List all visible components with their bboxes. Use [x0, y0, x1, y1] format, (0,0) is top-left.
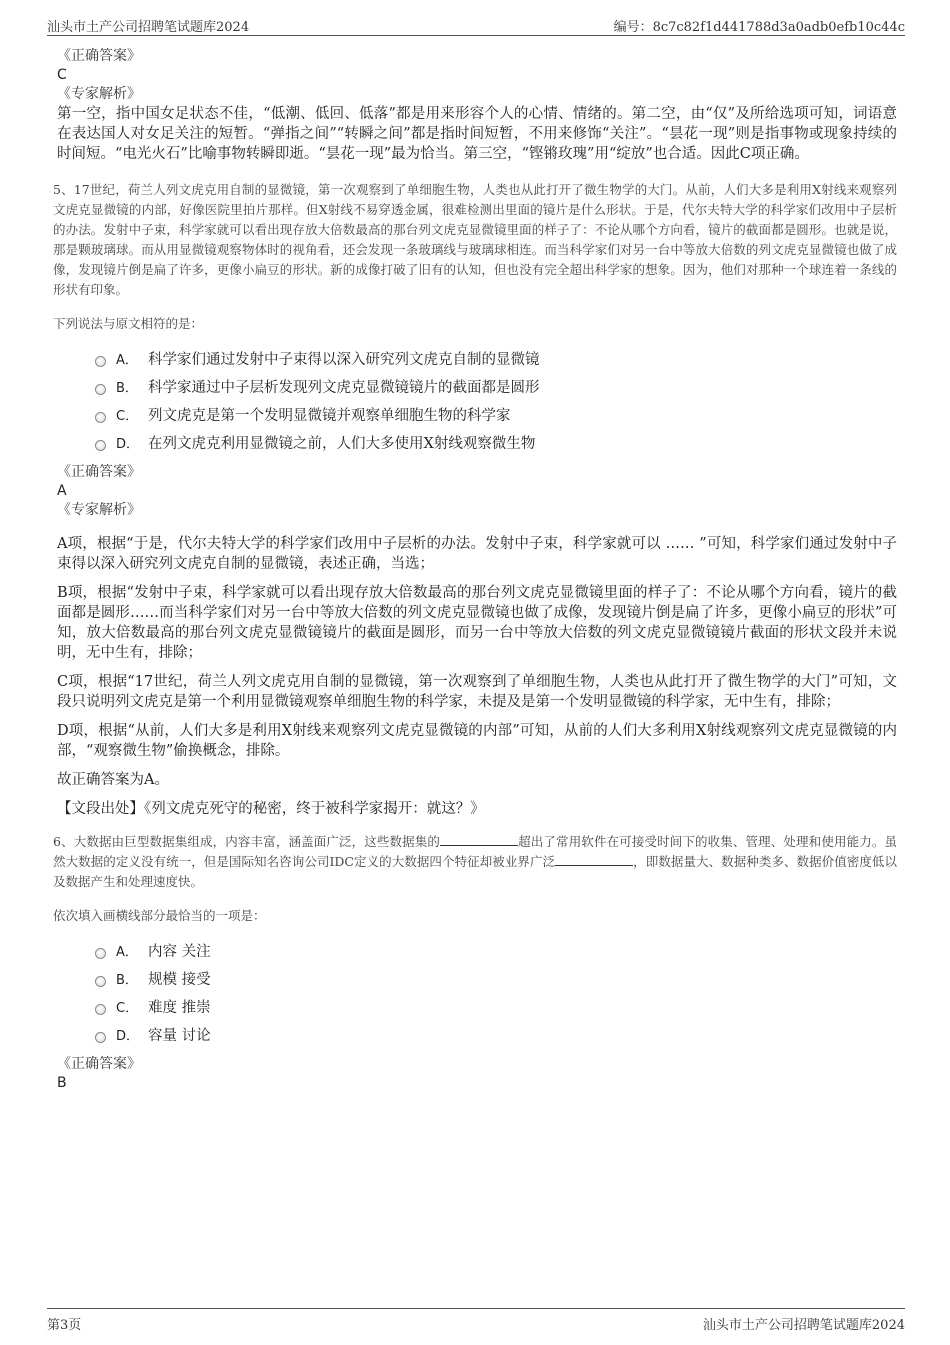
analysis-conclusion: 故正确答案为A。 — [57, 772, 169, 788]
question-6-text — [53, 832, 897, 892]
answer-label: 《正确答案》 — [57, 464, 141, 480]
question-6-text-part: 超出了常用软件在可接受时间下的收集、管理、处理和使用能力。虽然大数据的定义没有统一，但是国际知名咨询公司IDC定义的大数据四个特征却被业界广泛 — [53, 834, 897, 869]
option-d[interactable] — [95, 428, 897, 456]
option-text: 科学家通过中子层析发现列文虎克显微镜镜片的截面都是圆形 — [148, 379, 540, 396]
page-footer — [47, 1308, 905, 1331]
option-letter: A． — [116, 944, 138, 960]
page-number: 第3页 — [47, 1318, 82, 1333]
radio-button[interactable] — [95, 1032, 106, 1043]
option-text: 列文虎克是第一个发明显微镜并观察单细胞生物的科学家 — [148, 407, 511, 424]
option-text: 内容 关注 — [148, 943, 211, 960]
question-6-prompt: 依次填入画横线部分最恰当的一项是： — [53, 908, 266, 923]
option-letter: D． — [116, 1028, 140, 1044]
option-a[interactable] — [95, 344, 897, 372]
analysis-text: 第一空，指中国女足状态不佳，“低潮、低回、低落”都是用来形容个人的心情、情绪的。第二空，由“仅”及所给选项可知，词语意在表达国人对女足关注的短暂。“弹指之间”“转瞬之间”都是指时间短暂，不用来修饰“关注”。“昙花一现”则是指事物或现象持续的时间短。“电光火石”比喻事物转瞬即逝。“昙花一现”最为恰当。第三空，“铿锵玫瑰”用“绽放”也合适。因此C项正确。 — [57, 106, 897, 162]
radio-button[interactable] — [95, 440, 106, 451]
question-6-text-part: ，即数据量大、数据种类多、数据价值密度低以及数据产生和处理速度快。 — [53, 854, 897, 889]
analysis-d: D项，根据“从前，人们大多是利用X射线来观察列文虎克显微镜的内部”可知，从前的人们大多利用X射线观察列文虎克显微镜的内部，“观察微生物”偷换概念，排除。 — [57, 723, 897, 759]
option-c[interactable] — [95, 400, 897, 428]
answer-value: A — [57, 483, 67, 499]
option-d[interactable] — [95, 1020, 897, 1048]
analysis-c: C项，根据“17世纪，荷兰人列文虎克用自制的显微镜，第一次观察到了单细胞生物，人类也从此打开了微生物学的大门”可知，文段只说明列文虎克是第一个利用显微镜观察单细胞生物的科学家，未提及是第一个发明显微镜的科学家，无中生有，排除； — [57, 674, 897, 710]
header-title: 汕头市土产公司招聘笔试题库2024 — [47, 20, 250, 35]
question-6-text-part: 6、大数据由巨型数据集组成，内容丰富，涵盖面广泛，这些数据集的 — [53, 834, 441, 849]
analysis-label: 《专家解析》 — [57, 502, 141, 518]
answer-label: 《正确答案》 — [57, 48, 141, 64]
analysis-label: 《专家解析》 — [57, 86, 141, 102]
option-a[interactable] — [95, 936, 897, 964]
footer-title: 汕头市土产公司招聘笔试题库2024 — [702, 1318, 905, 1333]
question-5-text: 5、17世纪，荷兰人列文虎克用自制的显微镜，第一次观察到了单细胞生物，人类也从此打开了微生物学的大门。从前，人们大多是利用X射线来观察列文虎克显微镜的内部，好像医院里拍片那样。但X射线不易穿透金属，很难检测出里面的镜片是什么形状。于是，代尔夫特大学的科学家们改用中子层析的办法。发射中子束，科学家就可以看出现存放大倍数最高的那台列文虎克显微镜里面的样子了：不论从哪个方向看，镜片的截面都是圆形。也就是说，那是颗玻璃球。而从用显微镜观察物体时的视角看，还会发现一条玻璃线与玻璃球相连。而当科学家们对另一台中等放大倍数的列文虎克显微镜也做了成像，发现镜片倒是扁了许多，更像小扁豆的形状。新的成像打破了旧有的认知，但也没有完全超出科学家的想象。因为，他们对那种一个球连着一条线的形状有印象。 — [53, 182, 897, 297]
answer-value: B — [57, 1075, 67, 1091]
option-letter: C． — [116, 408, 139, 424]
option-text: 难度 推崇 — [148, 999, 211, 1016]
radio-button[interactable] — [95, 948, 106, 959]
question-5-prompt: 下列说法与原文相符的是： — [53, 316, 204, 331]
text-source: 【文段出处】《列文虎克死守的秘密，终于被科学家揭开：就这？》 — [57, 801, 485, 817]
option-text: 容量 讨论 — [148, 1027, 211, 1044]
fill-blank — [555, 853, 633, 866]
option-b[interactable] — [95, 964, 897, 992]
radio-button[interactable] — [95, 976, 106, 987]
radio-button[interactable] — [95, 384, 106, 395]
fill-blank — [440, 833, 518, 846]
question-6-options — [95, 936, 897, 1048]
document-id: 编号：8c7c82f1d441788d3a0adb0efb10c44c — [613, 20, 905, 35]
option-text: 科学家们通过发射中子束得以深入研究列文虎克自制的显微镜 — [148, 351, 540, 368]
option-letter: A． — [116, 352, 138, 368]
option-b[interactable] — [95, 372, 897, 400]
radio-button[interactable] — [95, 412, 106, 423]
option-text: 规模 接受 — [148, 971, 211, 988]
answer-label: 《正确答案》 — [57, 1056, 141, 1072]
option-letter: C． — [116, 1000, 139, 1016]
analysis-a: A项，根据“于是，代尔夫特大学的科学家们改用中子层析的办法。发射中子束，科学家就可以 …… ”可知，科学家们通过发射中子束得以深入研究列文虎克自制的显微镜，表述正确，当选； — [57, 536, 897, 572]
option-c[interactable] — [95, 992, 897, 1020]
radio-button[interactable] — [95, 1004, 106, 1015]
option-letter: B． — [116, 380, 138, 396]
answer-value: C — [57, 67, 67, 83]
question-5-options — [95, 344, 897, 456]
option-letter: B． — [116, 972, 138, 988]
option-text: 在列文虎克利用显微镜之前，人们大多使用X射线观察微生物 — [148, 435, 536, 452]
option-letter: D． — [116, 436, 140, 452]
radio-button[interactable] — [95, 356, 106, 367]
analysis-b: B项，根据“发射中子束，科学家就可以看出现存放大倍数最高的那台列文虎克显微镜里面的样子了：不论从哪个方向看，镜片的截面都是圆形……而当科学家们对另一台中等放大倍数的列文虎克显微镜也做了成像，发现镜片倒是扁了许多，更像小扁豆的形状”可知，放大倍数最高的那台列文虎克显微镜镜片的截面是圆形，而另一台中等放大倍数的列文虎克显微镜镜片截面的形状文段并未说明，无中生有，排除； — [57, 585, 897, 661]
page-header — [47, 13, 905, 36]
page-content — [53, 46, 897, 1092]
